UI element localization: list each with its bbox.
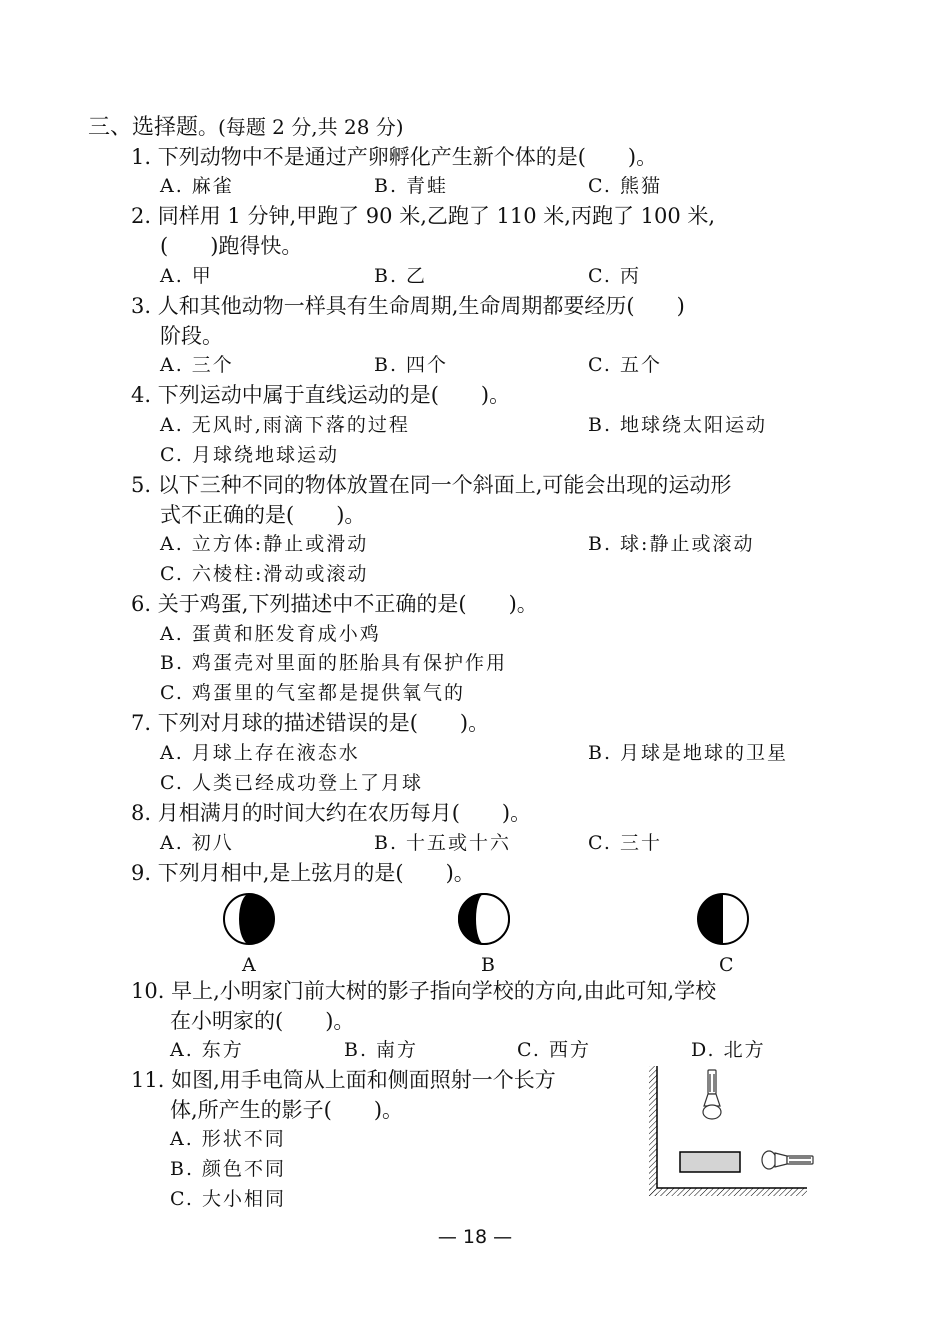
option[interactable]: C. 大小相同 — [170, 1188, 286, 1210]
moon-phase-icon-a[interactable] — [222, 892, 276, 946]
option[interactable]: C. 熊猫 — [588, 175, 662, 197]
question-text: 人和其他动物一样具有生命周期,生命周期都要经历( ) — [157, 294, 685, 318]
flashlight-icon — [762, 1151, 813, 1169]
question-text: 如图,用手电筒从上面和侧面照射一个长方 — [171, 1068, 556, 1092]
moon-phase-icon-b[interactable] — [457, 892, 511, 946]
flashlight-figure — [645, 1064, 820, 1204]
option[interactable]: C. 三十 — [588, 832, 662, 854]
option[interactable]: C. 五个 — [588, 354, 662, 376]
question-number: 5. — [131, 473, 152, 497]
question-2 — [131, 201, 715, 231]
option[interactable]: B. 十五或十六 — [374, 832, 512, 854]
question-number: 2. — [131, 204, 152, 228]
page-number: — 18 — — [437, 1226, 513, 1248]
moon-label-b: B — [481, 954, 495, 976]
question-number: 9. — [131, 861, 152, 885]
question-text: 关于鸡蛋,下列描述中不正确的是( )。 — [157, 592, 538, 616]
question-11 — [131, 1065, 556, 1095]
option[interactable]: C. 丙 — [588, 265, 641, 287]
section-note: 。(每题 2 分,共 28 分) — [198, 115, 404, 139]
question-4 — [131, 380, 510, 410]
question-number: 1. — [131, 145, 152, 169]
question-number: 3. — [131, 294, 152, 318]
question-3 — [131, 291, 685, 321]
option[interactable]: B. 鸡蛋壳对里面的胚胎具有保护作用 — [160, 652, 508, 674]
option[interactable]: B. 乙 — [374, 265, 428, 287]
question-text: 同样用 1 分钟,甲跑了 90 米,乙跑了 110 米,丙跑了 100 米, — [157, 204, 716, 228]
question-text: 月相满月的时间大约在农历每月( )。 — [157, 801, 532, 825]
question-text-line2: ( )跑得快。 — [160, 234, 303, 258]
question-text: 下列月相中,是上弦月的是( )。 — [157, 861, 475, 885]
moon-phase-icon-c[interactable] — [696, 892, 750, 946]
question-text-line2: 阶段。 — [160, 324, 223, 348]
question-7 — [131, 708, 489, 738]
question-number: 6. — [131, 592, 152, 616]
option[interactable]: A. 三个 — [160, 354, 234, 376]
question-text-line2: 式不正确的是( )。 — [160, 503, 366, 527]
option[interactable]: A. 月球上存在液态水 — [160, 742, 360, 764]
option[interactable]: B. 球:静止或滚动 — [588, 533, 755, 555]
option[interactable]: A. 立方体:静止或滑动 — [160, 533, 369, 555]
question-number: 8. — [131, 801, 152, 825]
question-text: 早上,小明家门前大树的影子指向学校的方向,由此可知,学校 — [171, 979, 717, 1003]
question-text-line2: 体,所产生的影子( )。 — [170, 1098, 404, 1122]
option[interactable]: B. 青蛙 — [374, 175, 449, 197]
option[interactable]: C. 六棱柱:滑动或滚动 — [160, 563, 369, 585]
question-number: 7. — [131, 711, 152, 735]
question-9 — [131, 858, 475, 888]
question-1 — [131, 142, 657, 172]
option[interactable]: C. 月球绕地球运动 — [160, 444, 339, 466]
option[interactable]: B. 南方 — [344, 1039, 419, 1061]
option[interactable]: B. 颜色不同 — [170, 1158, 287, 1180]
question-8 — [131, 798, 531, 828]
option[interactable]: A. 无风时,雨滴下落的过程 — [160, 414, 410, 436]
question-text-line2: 在小明家的( )。 — [170, 1009, 355, 1033]
option[interactable]: B. 月球是地球的卫星 — [588, 742, 789, 764]
option[interactable]: C. 人类已经成功登上了月球 — [160, 772, 423, 794]
wall-floor-icon — [649, 1066, 807, 1196]
option[interactable]: A. 形状不同 — [170, 1128, 286, 1150]
section-header — [88, 112, 404, 143]
option[interactable]: B. 四个 — [374, 354, 449, 376]
moon-label-a: A — [242, 954, 256, 976]
option[interactable]: A. 初八 — [160, 832, 234, 854]
question-10 — [131, 976, 716, 1006]
question-number: 4. — [131, 383, 152, 407]
option[interactable]: A. 东方 — [170, 1039, 244, 1061]
question-text: 下列对月球的描述错误的是( )。 — [157, 711, 490, 735]
option[interactable]: A. 麻雀 — [160, 175, 234, 197]
question-5 — [131, 470, 731, 500]
flashlight-icon — [703, 1070, 721, 1119]
section-title: 三、选择题 — [88, 115, 199, 140]
question-6 — [131, 589, 538, 619]
question-number: 11. — [131, 1068, 165, 1092]
question-text: 下列运动中属于直线运动的是( )。 — [157, 383, 511, 407]
option[interactable]: A. 蛋黄和胚发育成小鸡 — [160, 623, 381, 645]
option[interactable]: C. 鸡蛋里的气室都是提供氧气的 — [160, 682, 465, 704]
cuboid-icon — [680, 1152, 740, 1172]
moon-label-c: C — [719, 954, 734, 976]
option[interactable]: A. 甲 — [160, 265, 213, 287]
question-text: 以下三种不同的物体放置在同一个斜面上,可能会出现的运动形 — [157, 473, 732, 497]
option[interactable]: C. 西方 — [517, 1039, 591, 1061]
option[interactable]: D. 北方 — [691, 1039, 766, 1061]
question-number: 10. — [131, 979, 165, 1003]
option[interactable]: B. 地球绕太阳运动 — [588, 414, 768, 436]
question-text: 下列动物中不是通过产卵孵化产生新个体的是( )。 — [157, 145, 658, 169]
